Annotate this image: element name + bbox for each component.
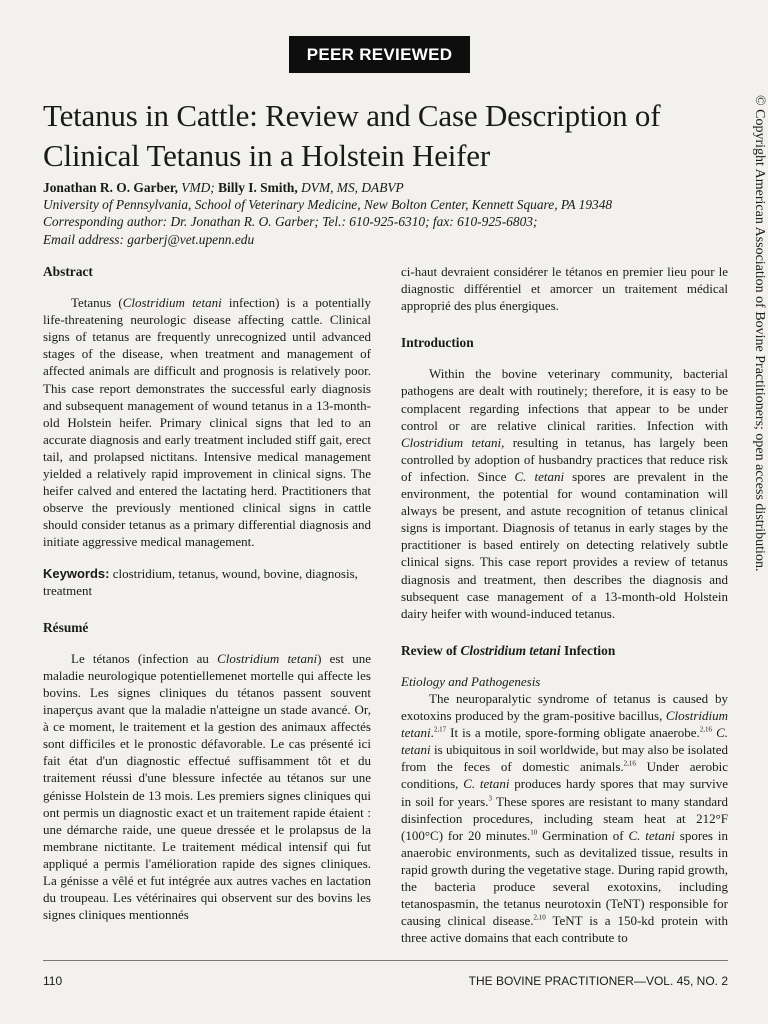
author-name-2: Billy I. Smith,: [218, 180, 298, 195]
introduction-text: Within the bovine veterinary community, bacterial pathogens are dealt with routinely; therefore, it is easy to be complacent regarding infections that appear to be under control or are relative clinical rarities. Infection with Clostridium tetani, resulting in tetanus, has largely been controlled by adoption of husbandry practices that reduce risk of infection. Since C. tetani spores are prevalent in the environment, the potential for wound contamination will always be present, and astute recognition of tetanus clinical signs is important. Diagnosis of tetanus in early stages by the practitioner is based entirely on detecting relatively subtle clinical signs. This case report provides a review of tetanus diagnosis and treatment, then describes the diagnosis and subsequent case management of a 13-month-old Holstein dairy heifer with wound-induced tetanus.: [401, 366, 729, 621]
affiliation: University of Pennsylvania, School of Veterinary Medicine, New Bolton Center, Kennett Square, PA 19348: [43, 197, 613, 213]
author-block: [43, 179, 723, 248]
citation: 2,16: [699, 725, 713, 734]
citation: 2,10: [533, 913, 546, 922]
author-name-1: Jonathan R. O. Garber,: [43, 180, 178, 195]
resume-heading: Résumé: [43, 619, 89, 635]
copyright-text: © Copyright American Association of Bovine Practitioners; open access distribution.: [752, 95, 767, 572]
citation: 10: [530, 828, 538, 837]
page-number: 110: [43, 974, 63, 988]
journal-footer: THE BOVINE PRACTITIONER—VOL. 45, NO. 2: [468, 974, 728, 988]
review-heading: Review of Clostridium tetani Infection: [401, 642, 616, 658]
article-title: Tetanus in Cattle: Review and Case Description of Clinical Tetanus in a Holstein Heifer: [43, 98, 661, 173]
right-column: [401, 263, 728, 946]
citation: 3: [488, 794, 492, 803]
author-degree-2: DVM, MS, DABVP: [301, 180, 404, 195]
author-line: [43, 179, 723, 196]
resume-continued: ci-haut devraient considérer le tétanos en premier lieu pour le diagnostic différentiel et amorcer un traitement médical approprié des plus énergiques.: [401, 264, 728, 314]
resume-text: Le tétanos (infection au Clostridium tetani) est une maladie neurologique potentiellemenet mortelle qui affecte les bovins. Les signes cliniques du tétanos passent souvent inaperçus avant que la maladie n'atteigne un stade avancé. Or, à ce moment, le traitement et la gestion des animaux affectés sont difficiles et le pronostic défavorable. Le cas présenté ici fait état d'un diagnostic effectué suffisamment tôt et du traitement réussi d'une blessure infectée au tétanos sur une génisse Holstein de 13 mois. Les premiers signes cliniques qui ont permis un diagnostic exact et un traitement rapide étaient : une démarche raide, une queue dressée et le prolapsus de la membrane nictitante. Le traitement médical intensif qui fut appliqué a permis l'amélioration rapide des signes cliniques. La génisse a vêlé et fut intégrée aux autres vaches en lactation du troupeau. Les vétérinaires qui observent sur des bovins les signes cliniques mentionnés: [43, 650, 371, 923]
citation: 2,17: [433, 725, 447, 734]
email-address: Email address: garberj@vet.upenn.edu: [43, 231, 255, 247]
left-column: [43, 263, 371, 923]
abstract-text: Tetanus (Clostridium tetani infection) is a potentially life-threatening neurologic disease affecting cattle. Clinical signs of tetanus are frequently unrecognized until advanced stages of the disease, when treatment and management of affected animals are difficult and prognosis is relatively poor. This case report demonstrates the successful early diagnosis and subsequent management of wound tetanus in a 13-month-old Holstein heifer. Primary clinical signs that led to an accurate diagnosis and early treatment included stiff gait, erect tail, and prolapsed nictitans. Intensive medical management yielded a relatively rapid improvement in clinical signs. The heifer calved and entered the lactating herd. Practitioners that observe the previously mentioned clinical signs in cattle should consider tetanus as a primary differential diagnosis and initiate aggressive medical management.: [43, 295, 372, 550]
footer-rule: [43, 960, 728, 961]
peer-reviewed-badge: PEER REVIEWED: [289, 36, 470, 73]
etiology-subheading: Etiology and Pathogenesis: [401, 673, 541, 689]
author-degree-1: VMD;: [181, 180, 215, 195]
etiology-text: The neuroparalytic syndrome of tetanus is caused by exotoxins produced by the gram-positive bacillus, Clostridium tetani.$^{2,17}$ It is a motile, spore-forming obligate anaerobe.$^{2,16}$ C. tetani is ubiquitous in soil worldwide, but may also be isolated from the feces of domestic animals.$^{2,16}$ Under aerobic conditions, C. tetani produces hardy spores that may survive in soil for years.$^3$ These spores are resistant to many standard disinfection procedures, including steam heat at 212°F (100°C) for 20 minutes.$^{10}$ Germination of C. tetani spores in anaerobic environments, such as devitalized tissue, results in rapid growth during the vegetative stage. During rapid growth, the bacteria produce several exotoxins, including tetanospasmin, the tetanus neurotoxin (TeNT) responsible for causing clinical disease.$^{2,10}$ TeNT is a 150-kd protein with three active domains that each contribute to: [401, 690, 729, 946]
corresponding-author: Corresponding author: Dr. Jonathan R. O. Garber; Tel.: 610-925-6310; fax: 610-925-6803;: [43, 214, 538, 230]
introduction-heading: Introduction: [401, 335, 474, 351]
keywords: Keywords: clostridium, tetanus, wound, bovine, diagnosis, treatment: [43, 565, 358, 598]
keywords-label: Keywords:: [43, 565, 110, 581]
copyright-side-note: [750, 95, 768, 615]
abstract-heading: Abstract: [43, 264, 93, 279]
citation: 2,16: [623, 760, 636, 769]
